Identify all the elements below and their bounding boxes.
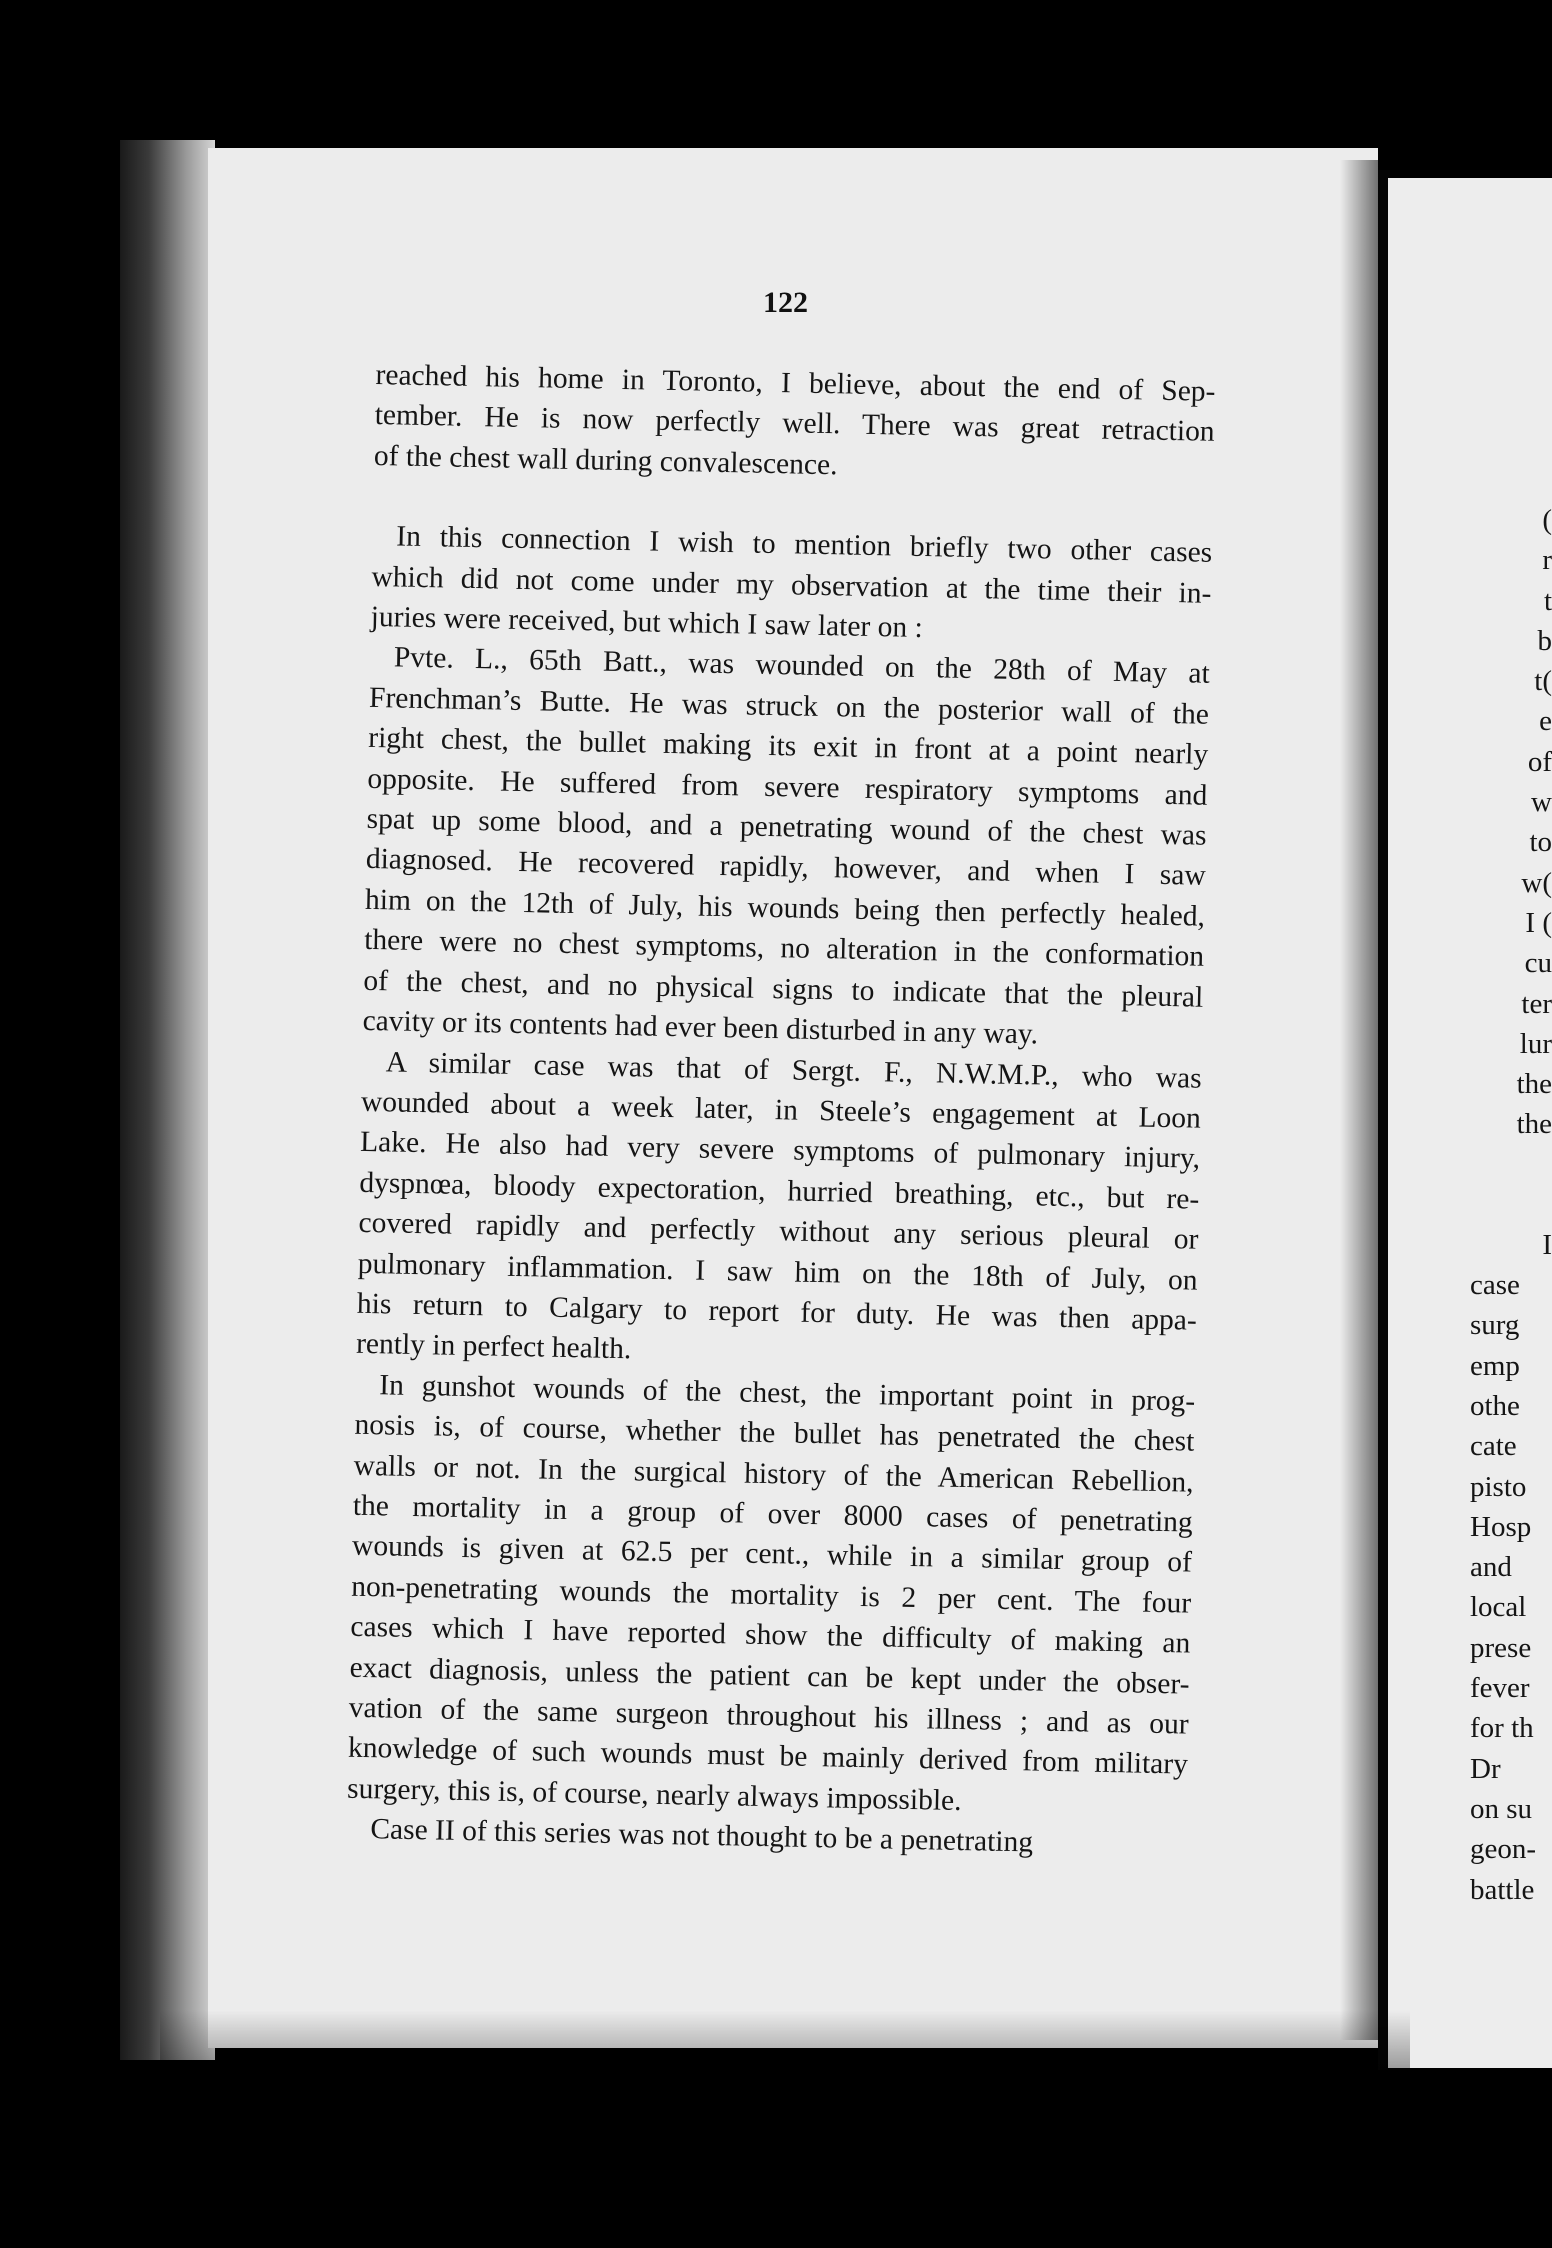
text-line: reached his home in Toronto, I believe, about the end of Sep-: [375, 358, 1216, 408]
text-line: A similar case was that of Sergt. F., N.W.M.P., who was: [385, 1045, 1202, 1095]
text-line: rently in perfect health.: [355, 1328, 632, 1366]
text-line: vation of the same surgeon throughout his illness ; and as our: [348, 1691, 1189, 1741]
text-line: pulmonary inflammation. I saw him on the 18th of July, on: [357, 1247, 1198, 1297]
page-number: 122: [763, 286, 808, 319]
side-line: t: [1543, 584, 1552, 617]
text-line: covered rapidly and perfectly without any serious pleural or: [358, 1206, 1199, 1256]
side-line: othe: [1470, 1389, 1520, 1422]
paragraph-gap: [1470, 1145, 1552, 1225]
side-line: Dr: [1470, 1752, 1501, 1785]
side-line: the: [1516, 1068, 1552, 1101]
side-line: local: [1470, 1591, 1527, 1624]
text-line: of the chest, and no physical signs to indicate that the pleural: [363, 964, 1204, 1014]
side-line: fever: [1470, 1672, 1530, 1705]
side-line: (: [1542, 504, 1552, 536]
side-line: ter: [1521, 987, 1552, 1020]
side-line: w(: [1521, 866, 1552, 899]
text-line: Frenchman’s Butte. He was struck on the posterior wall of the: [368, 681, 1210, 731]
text-line: Lake. He also had very severe symptoms of pulmonary injury,: [359, 1126, 1201, 1176]
text-line: tember. He is now perfectly well. There was great retraction: [374, 399, 1215, 449]
text-line: Case II of this series was not thought to be a penetrating: [370, 1813, 1034, 1859]
text-line: cavity or its contents had ever been disturbed in any way.: [362, 1004, 1039, 1051]
side-line: battle: [1470, 1873, 1535, 1906]
text-line: juries were received, but which I saw later on :: [370, 600, 924, 645]
text-line: surgery, this is, of course, nearly always impossible.: [346, 1772, 962, 1817]
side-line: and: [1470, 1551, 1512, 1584]
text-line: spat up some blood, and a penetrating wound of the chest was: [366, 802, 1207, 852]
side-line: I: [1542, 1228, 1552, 1261]
side-line: b: [1537, 624, 1552, 657]
text-line: the mortality in a group of over 8000 cases of penetrating: [352, 1489, 1194, 1539]
side-line: e: [1539, 705, 1552, 738]
text-line: wounds is given at 62.5 per cent., while in a similar group of: [351, 1530, 1193, 1579]
text-line: walls or not. In the surgical history of the American Rebellion,: [353, 1449, 1194, 1499]
text-line: diagnosed. He recovered rapidly, however, and when I saw: [365, 843, 1207, 893]
side-line: t(: [1534, 665, 1552, 698]
side-line: I (: [1525, 906, 1552, 939]
side-line: for th: [1470, 1712, 1534, 1745]
text-line: dyspnœa, bloody expectoration, hurried breathing, etc., but re-: [359, 1166, 1200, 1216]
side-line: cu: [1524, 947, 1552, 980]
text-line: non-penetrating wounds the mortality is 2 per cent. The four: [350, 1570, 1192, 1620]
side-line: pisto: [1470, 1470, 1527, 1503]
side-line: on su: [1470, 1792, 1533, 1825]
side-line: the: [1516, 1108, 1552, 1141]
text-line: opposite. He suffered from severe respiratory symptoms and: [367, 762, 1208, 812]
text-line: right chest, the bullet making its exit in front at a point nearly: [367, 722, 1209, 772]
side-line: w: [1531, 786, 1552, 819]
text-line: nosis is, of course, whether the bullet has penetrated the chest: [354, 1408, 1195, 1458]
side-line: surg: [1470, 1309, 1520, 1342]
adjacent-page-text: [1470, 500, 1552, 1910]
text-line: there were no chest symptoms, no alteration in the conformation: [363, 924, 1205, 974]
side-line: lur: [1519, 1027, 1552, 1060]
side-line: of: [1527, 745, 1552, 778]
side-line: case: [1470, 1269, 1520, 1302]
text-line: In gunshot wounds of the chest, the important point in prog-: [379, 1369, 1196, 1418]
text-line: him on the 12th of July, his wounds being then perfectly healed,: [364, 883, 1206, 933]
text-line: knowledge of such wounds must be mainly derived from military: [347, 1732, 1189, 1781]
side-line: emp: [1470, 1349, 1520, 1382]
side-line: r: [1542, 544, 1552, 577]
text-line: his return to Calgary to report for duty. He was then appa-: [356, 1287, 1198, 1337]
body-text: [346, 355, 1216, 1866]
page-fold-shadow: [1340, 160, 1380, 2040]
side-line: cate: [1470, 1430, 1517, 1463]
text-line: wounded about a week later, in Steele’s engagement at Loon: [360, 1085, 1202, 1135]
page-bottom-shadow: [160, 2010, 1410, 2070]
text-line: In this connection I wish to mention briefly two other cases: [396, 520, 1213, 570]
text-line: which did not come under my observation at the time their in-: [371, 560, 1212, 610]
text-line: Pvte. L., 65th Batt., was wounded on the 28th of May at: [393, 641, 1211, 691]
text-line: cases which I have reported show the difficulty of making an: [350, 1610, 1191, 1660]
text-line: exact diagnosis, unless the patient can be kept under the obser-: [349, 1651, 1190, 1701]
side-line: geon-: [1470, 1833, 1537, 1866]
side-line: to: [1529, 826, 1552, 859]
side-line: Hosp: [1470, 1510, 1532, 1543]
side-line: prese: [1470, 1631, 1532, 1664]
text-line: of the chest wall during convalescence.: [373, 439, 838, 482]
book-spine-edge: [120, 140, 215, 2060]
